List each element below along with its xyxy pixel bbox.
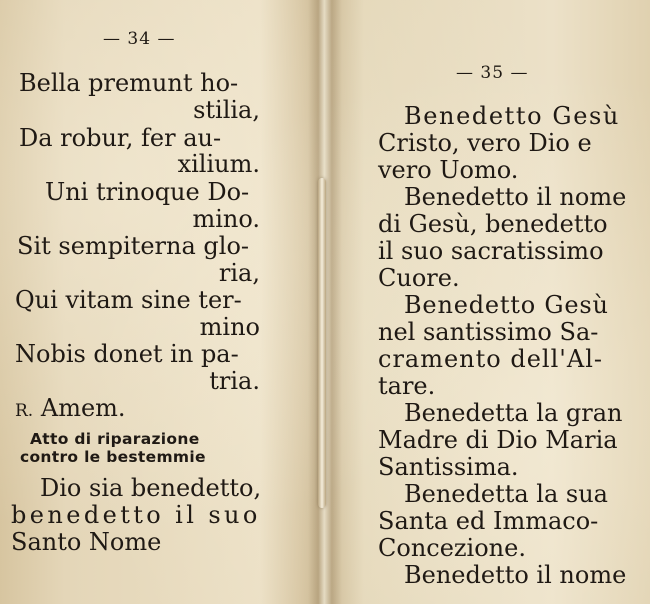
text-line: il suo sacratissimo (378, 237, 604, 265)
response-line (15, 395, 126, 424)
text-line: cramento dell'Al- (378, 345, 603, 373)
prayer-line: benedetto il suo (11, 501, 261, 529)
text-line: Qui vitam sine ter- (15, 286, 242, 314)
text-line: Sit sempiterna glo- (17, 232, 250, 260)
response-marker: R. (15, 401, 34, 421)
text-line: Da robur, fer au- (19, 124, 222, 152)
left-page (0, 0, 318, 604)
text-line: Uni trinoque Do- (45, 178, 250, 206)
text-line: ria, (218, 259, 260, 287)
binding-staple (318, 178, 326, 508)
text-line: Benedetto il nome (404, 561, 627, 589)
section-heading: contro le bestemmie (20, 448, 206, 466)
text-line: mino. (192, 205, 260, 233)
text-line: stilia, (193, 96, 260, 124)
text-line: nel santissimo Sa- (378, 318, 599, 346)
text-line: Benedetto Gesù (404, 102, 620, 130)
right-page (332, 0, 650, 604)
text-line: vero Uomo. (378, 156, 519, 184)
text-line: Benedetta la gran (404, 399, 623, 427)
text-line: Santissima. (378, 453, 519, 481)
text-line: Benedetto Gesù (404, 291, 609, 319)
text-line: tria. (209, 367, 260, 395)
text-line: Nobis donet in pa- (15, 340, 239, 368)
text-line: Benedetta la sua (404, 480, 608, 508)
section-heading: Atto di riparazione (30, 430, 200, 448)
text-line: Cuore. (378, 264, 460, 292)
text-line: di Gesù, benedetto (378, 210, 608, 238)
page-number-right: — 35 — (456, 63, 529, 83)
text-line: Bella premunt ho- (19, 69, 239, 97)
text-line: mino (199, 313, 260, 341)
text-line: Cristo, vero Dio e (378, 129, 592, 157)
text-line: Benedetto il nome (404, 183, 627, 211)
text-line: tare. (378, 372, 436, 400)
text-line: xilium. (177, 150, 260, 178)
text-line: Concezione. (378, 534, 526, 562)
response-text: Amem. (40, 394, 126, 422)
text-line: Madre di Dio Maria (378, 426, 618, 454)
prayer-line: Dio sia benedetto, (40, 474, 262, 502)
page-number-left: — 34 — (103, 29, 176, 49)
text-line: Santa ed Immaco- (378, 507, 599, 535)
prayer-line: Santo Nome (11, 528, 162, 556)
